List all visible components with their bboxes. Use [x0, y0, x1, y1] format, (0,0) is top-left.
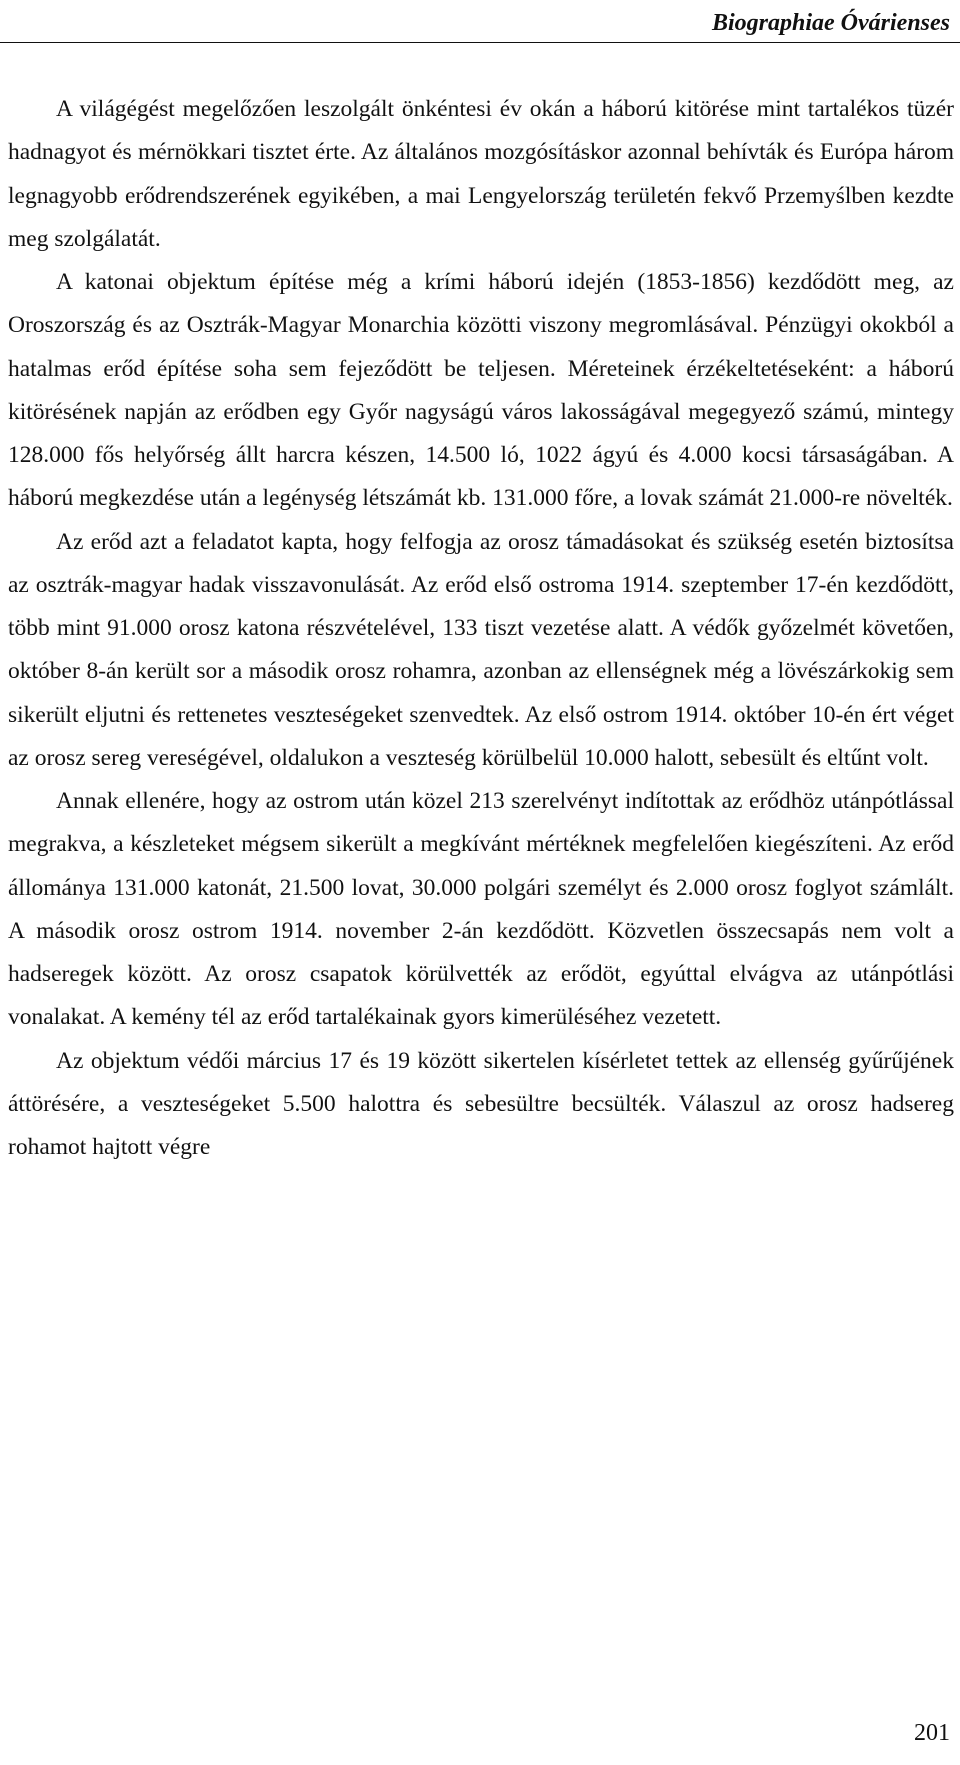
paragraph: Az erőd azt a feladatot kapta, hogy felfogja az orosz támadásokat és szükség esetén biztosítsa az osztrák-magyar hadak visszavonulását. Az erőd első ostroma 1914. szeptember 17-én kezdődött, több mint 91.000 orosz katona részvételével, 133 tiszt vezetése alatt. A védők győzelmét követően, október 8-án került sor a második orosz rohamra, azonban az ellenségnek még a lövészárkokig sem sikerült eljutni és rettenetes veszteségeket szenvedtek. Az első ostrom 1914. október 10-én ért véget az orosz sereg vereségével, oldalukon a veszteség körülbelül 10.000 halott, sebesült és eltűnt volt. — [8, 528, 954, 771]
paragraph: Az objektum védői március 17 és 19 között sikertelen kísérletet tettek az ellenség gyűrűjének áttörésére, a veszteségeket 5.500 halottra és sebesültre becsülték. Válaszul az orosz hadsereg rohamot hajtott végre — [8, 1047, 954, 1160]
paragraph: A világégést megelőzően leszolgált önkéntesi év okán a háború kitörése mint tartalékos tüzér hadnagyot és mérnökkari tisztet érte. Az általános mozgósításkor azonnal behívták és Európa három legnagyobb erődrendszerének egyikében, a mai Lengyelország területén fekvő Przemyślben kezdte meg szolgálatát. — [8, 96, 954, 252]
page-number: 201 — [914, 1720, 950, 1746]
paragraph: Annak ellenére, hogy az ostrom után közel 213 szerelvényt indítottak az erődhöz utánpótlással megrakva, a készleteket mégsem sikerült a megkívánt mértéknek megfelelően kiegészíteni. Az erőd állománya 131.000 katonát, 21.500 lovat, 30.000 polgári személyt és 2.000 orosz foglyot számlált. A második orosz ostrom 1914. november 2-án kezdődött. Közvetlen összecsapás nem volt a hadseregek között. Az orosz csapatok körülvették az erődöt, egyúttal elvágva az utánpótlási vonalakat. A kemény tél az erőd tartalékainak gyors kimerüléséhez vezetett. — [8, 788, 954, 1031]
header-rule — [0, 42, 960, 43]
running-head: Biographiae Óvárienses — [711, 10, 950, 36]
paragraph: A katonai objektum építése még a krími háború idején (1853-1856) kezdődött meg, az Oroszország és az Osztrák-Magyar Monarchia közötti viszony megromlásával. Pénzügyi okokból a hatalmas erőd építése soha sem fejeződött be teljesen. Méreteinek érzékeltetéseként: a háború kitörésének napján az erődben egy Győr nagyságú város lakosságával megegyező számú, mintegy 128.000 fős helyőrség állt harcra készen, 14.500 ló, 1022 ágyú és 4.000 kocsi társaságában. A háború megkezdése után a legénység létszámát kb. 131.000 főre, a lovak számát 21.000-re növelték. — [8, 269, 954, 512]
body-text — [8, 88, 954, 1169]
page-header — [0, 0, 960, 44]
